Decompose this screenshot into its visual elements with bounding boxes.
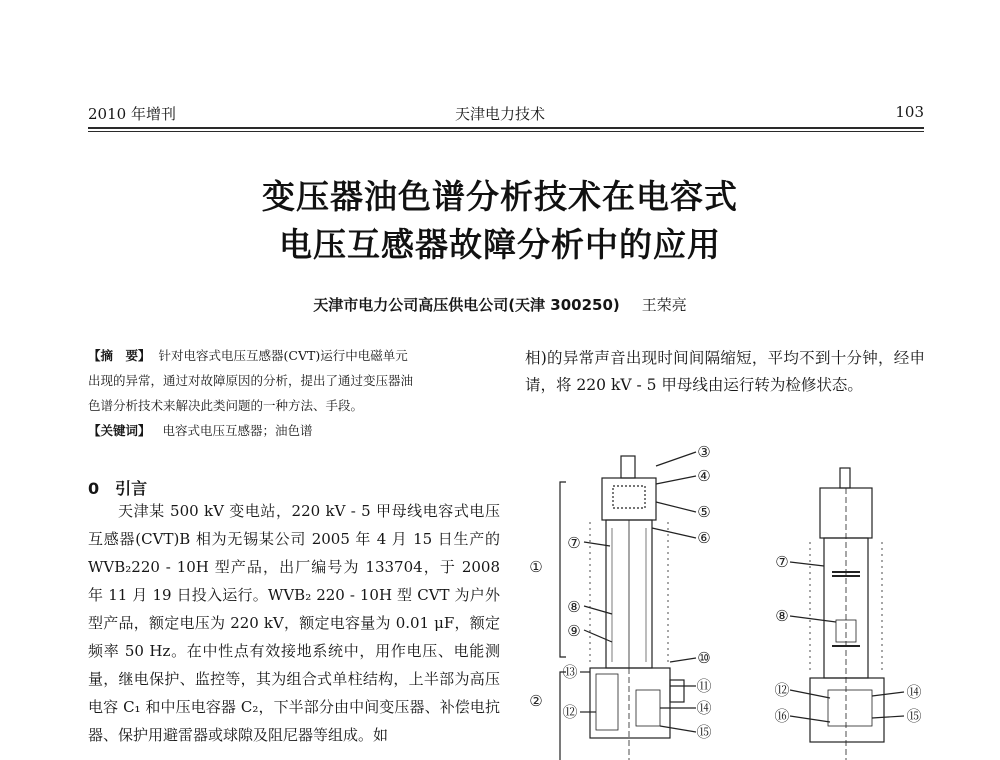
right-top-terminal: [840, 468, 850, 488]
callout-9: ⑨: [567, 622, 581, 640]
callout-12: ⑫: [562, 703, 578, 721]
bracket-1: [560, 482, 566, 657]
author-name: 王荣亮: [641, 296, 687, 314]
keywords-line: [88, 418, 500, 443]
abstract-text-1: 针对电容式电压互感器(CVT)运行中电磁单元: [158, 348, 408, 363]
callout-15: ⑮: [696, 723, 712, 741]
right-base: [810, 678, 884, 742]
header-rule-thin: [88, 131, 924, 132]
callout-3: ③: [697, 443, 711, 461]
header-page-number: 103: [895, 103, 924, 121]
cvt-structure-figure: [520, 442, 930, 760]
header-rule-thick: [88, 127, 924, 129]
callout-13: ⑬: [562, 663, 578, 681]
abstract-line-1: [88, 343, 500, 368]
right-column-paragraph: 相)的异常声音出现时间间隔缩短，平均不到十分钟，经申请，将 220 kV - 5 甲母线由运行转为检修状态。: [525, 349, 925, 394]
callout-8: ⑧: [567, 598, 581, 616]
callout-right-12: ⑫: [774, 681, 790, 699]
top-terminal: [621, 456, 635, 478]
callout-right-15: ⑮: [906, 707, 922, 725]
title-line-2: 电压互感器故障分析中的应用: [279, 225, 721, 264]
callout-11: ⑪: [696, 677, 712, 695]
author-affiliation: 天津市电力公司高压供电公司(天津 300250): [313, 296, 620, 314]
right-expander: [820, 488, 872, 538]
terminal-box: [670, 680, 684, 702]
callout-right-16: ⑯: [774, 707, 790, 725]
callout-1: ①: [529, 558, 543, 576]
title-line-1: 变压器油色谱分析技术在电容式: [262, 177, 738, 216]
callout-right-14: ⑭: [906, 683, 922, 701]
callout-right-8: ⑧: [775, 607, 789, 625]
keywords-label: 【关键词】: [88, 423, 151, 438]
callout-14: ⑭: [696, 699, 712, 717]
base-tank: [590, 668, 670, 738]
section-heading: 0 引言: [88, 479, 148, 498]
expander-box: [602, 478, 656, 520]
callout-5: ⑤: [697, 503, 711, 521]
intro-paragraph: 天津某 500 kV 变电站，220 kV - 5 甲母线电容式电压互感器(CVT)B 相为无锡某公司 2005 年 4 月 15 日生产的 WVB₂220 - 10H 型产品，出厂编号为 133704，于 2008 年 11 月 19 日投入运行。WVB₂ 220 - 10H 型 CVT 为户外型产品，额定电压为 220 kV，额定电容量为 0.01 μF，额定频率 50 Hz。在中性点有效接地系统中，用作电压、电能测量，继电保护、监控等，其为组合式单柱结构，上半部为高压电容 C₁ 和中压电容器 C₂，下半部分由中间变压器、补偿电抗器、保护用避雷器或球隙及阻尼器等组成。如: [88, 502, 500, 744]
callout-4: ④: [697, 467, 711, 485]
author-line: [0, 294, 1000, 315]
abstract-line-3: 色谱分析技术来解决此类问题的一种方法、手段。: [88, 398, 364, 413]
expander-inner: [613, 486, 645, 508]
callout-7: ⑦: [567, 534, 581, 552]
abstract-line-2: 出现的异常，通过对故障原因的分析，提出了通过变压器油: [88, 373, 414, 388]
keywords-text: 电容式电压互感器；油色谱: [162, 423, 313, 438]
abstract: [88, 343, 500, 443]
callout-2: ②: [529, 692, 543, 710]
header-journal: 天津电力技术: [454, 105, 545, 123]
header-issue: 2010 年增刊: [88, 105, 176, 123]
abstract-label: 【摘 要】: [88, 348, 151, 363]
callout-6: ⑥: [697, 529, 711, 547]
callout-right-7: ⑦: [775, 553, 789, 571]
callout-10: ⑩: [697, 649, 711, 667]
